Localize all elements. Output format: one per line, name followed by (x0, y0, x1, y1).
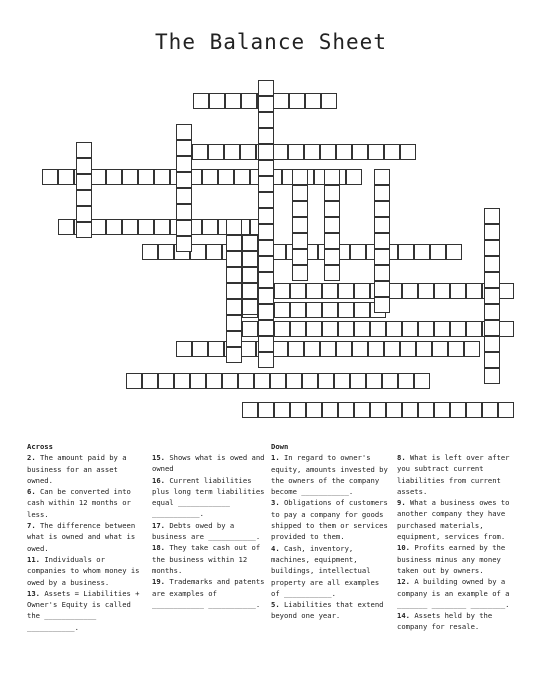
across-clues-col-2 (152, 452, 270, 610)
grid-cell[interactable] (258, 112, 274, 128)
grid-cell[interactable] (336, 144, 352, 160)
clue-item (397, 610, 515, 633)
grid-cell[interactable] (450, 321, 466, 337)
grid-cell[interactable] (338, 283, 354, 299)
grid-cell[interactable] (292, 233, 308, 249)
grid-cell[interactable] (484, 368, 500, 384)
grid-cell[interactable] (322, 283, 338, 299)
grid-cell[interactable] (484, 208, 500, 224)
grid-cell[interactable] (258, 256, 274, 272)
grid-cell[interactable] (138, 219, 154, 235)
clue-text: Debts owed by a business are ___________. (152, 520, 261, 542)
grid-cell[interactable] (274, 283, 290, 299)
grid-cell[interactable] (306, 283, 322, 299)
grid-cell[interactable] (273, 93, 289, 109)
grid-cell[interactable] (226, 283, 242, 299)
grid-cell[interactable] (288, 341, 304, 357)
grid-cell[interactable] (106, 169, 122, 185)
grid-cell[interactable] (242, 321, 258, 337)
grid-cell[interactable] (354, 321, 370, 337)
clue-item (271, 497, 391, 542)
grid-cell[interactable] (320, 341, 336, 357)
grid-cell[interactable] (382, 373, 398, 389)
grid-cell[interactable] (318, 373, 334, 389)
clue-item (152, 452, 270, 475)
grid-cell[interactable] (430, 244, 446, 260)
grid-cell[interactable] (482, 402, 498, 418)
grid-cell[interactable] (240, 144, 256, 160)
grid-cell[interactable] (450, 402, 466, 418)
grid-cell[interactable] (76, 158, 92, 174)
grid-cell[interactable] (226, 299, 242, 315)
grid-cell[interactable] (322, 321, 338, 337)
grid-cell[interactable] (176, 220, 192, 236)
grid-cell[interactable] (202, 169, 218, 185)
clue-item (27, 520, 145, 554)
grid-cell[interactable] (304, 144, 320, 160)
grid-cell[interactable] (106, 219, 122, 235)
grid-cell[interactable] (386, 402, 402, 418)
across-header: Across (27, 442, 53, 451)
grid-cell[interactable] (386, 321, 402, 337)
grid-cell[interactable] (432, 341, 448, 357)
grid-cell[interactable] (498, 402, 514, 418)
clue-text: The amount paid by a business for an asset owned. (27, 453, 127, 485)
grid-cell[interactable] (418, 402, 434, 418)
grid-cell[interactable] (122, 219, 138, 235)
across-clues-col-1 (27, 441, 145, 633)
clue-number: 18. (152, 543, 170, 553)
clue-text: A building owned by a company is an example of a _______ ________ ________. (397, 577, 510, 609)
grid-cell[interactable] (400, 341, 416, 357)
grid-cell[interactable] (292, 201, 308, 217)
grid-cell[interactable] (126, 373, 142, 389)
grid-cell[interactable] (176, 140, 192, 156)
grid-cell[interactable] (466, 283, 482, 299)
grid-cell[interactable] (414, 244, 430, 260)
grid-cell[interactable] (176, 204, 192, 220)
grid-cell[interactable] (484, 304, 500, 320)
grid-cell[interactable] (374, 233, 390, 249)
grid-cell[interactable] (292, 217, 308, 233)
grid-cell[interactable] (450, 283, 466, 299)
grid-cell[interactable] (274, 321, 290, 337)
grid-cell[interactable] (306, 402, 322, 418)
grid-cell[interactable] (398, 373, 414, 389)
grid-cell[interactable] (254, 373, 270, 389)
grid-cell[interactable] (384, 144, 400, 160)
clue-text: Liabilities that extend beyond one year. (271, 600, 384, 621)
grid-cell[interactable] (190, 373, 206, 389)
grid-cell[interactable] (322, 302, 338, 318)
grid-cell[interactable] (176, 188, 192, 204)
grid-cell[interactable] (258, 352, 274, 368)
grid-cell[interactable] (374, 281, 390, 297)
grid-cell[interactable] (305, 93, 321, 109)
clue-item (397, 497, 515, 542)
down-header: Down (271, 442, 289, 451)
clue-item (271, 543, 391, 599)
grid-cell[interactable] (292, 169, 308, 185)
grid-cell[interactable] (238, 373, 254, 389)
clue-number: 5. (271, 600, 284, 610)
grid-cell[interactable] (290, 283, 306, 299)
grid-cell[interactable] (241, 93, 257, 109)
grid-cell[interactable] (258, 240, 274, 256)
clue-number: 8. (397, 453, 410, 462)
grid-cell[interactable] (398, 244, 414, 260)
grid-cell[interactable] (76, 174, 92, 190)
down-list-2 (397, 452, 515, 633)
grid-cell[interactable] (338, 302, 354, 318)
grid-cell[interactable] (466, 402, 482, 418)
clue-number: 16. (152, 475, 170, 485)
grid-cell[interactable] (354, 283, 370, 299)
grid-cell[interactable] (400, 144, 416, 160)
grid-cell[interactable] (202, 219, 218, 235)
grid-cell[interactable] (226, 347, 242, 363)
grid-cell[interactable] (354, 302, 370, 318)
grid-cell[interactable] (402, 321, 418, 337)
grid-cell[interactable] (302, 373, 318, 389)
clue-number: 7. (27, 521, 40, 531)
grid-cell[interactable] (289, 93, 305, 109)
grid-cell[interactable] (272, 144, 288, 160)
grid-cell[interactable] (138, 169, 154, 185)
grid-cell[interactable] (418, 283, 434, 299)
grid-cell[interactable] (208, 341, 224, 357)
grid-cell[interactable] (466, 321, 482, 337)
clue-text: Can be converted into cash within 12 months or less. (27, 487, 131, 519)
grid-cell[interactable] (240, 341, 256, 357)
grid-cell[interactable] (324, 233, 340, 249)
clue-number: 19. (152, 577, 170, 587)
grid-cell[interactable] (258, 176, 274, 192)
grid-cell[interactable] (304, 341, 320, 357)
grid-cell[interactable] (374, 265, 390, 281)
clue-item (152, 475, 270, 520)
grid-cell[interactable] (290, 302, 306, 318)
grid-cell[interactable] (434, 321, 450, 337)
grid-cell[interactable] (484, 288, 500, 304)
clue-item (27, 486, 145, 520)
grid-cell[interactable] (242, 283, 258, 299)
grid-cell[interactable] (258, 224, 274, 240)
grid-cell[interactable] (290, 321, 306, 337)
grid-cell[interactable] (158, 373, 174, 389)
grid-cell[interactable] (222, 373, 238, 389)
grid-cell[interactable] (206, 373, 222, 389)
clue-number: 15. (152, 453, 170, 462)
grid-cell[interactable] (270, 373, 286, 389)
grid-cell[interactable] (384, 341, 400, 357)
grid-cell[interactable] (290, 402, 306, 418)
grid-cell[interactable] (76, 222, 92, 238)
grid-cell[interactable] (374, 169, 390, 185)
grid-cell[interactable] (324, 249, 340, 265)
grid-cell[interactable] (292, 249, 308, 265)
puzzle-title: The Balance Sheet (155, 30, 387, 54)
grid-cell[interactable] (226, 267, 242, 283)
clue-item (397, 452, 515, 497)
grid-cell[interactable] (209, 93, 225, 109)
grid-cell[interactable] (292, 265, 308, 281)
grid-cell[interactable] (368, 341, 384, 357)
grid-cell[interactable] (446, 244, 462, 260)
clue-text: Shows what is owed and owned (152, 453, 265, 474)
grid-cell[interactable] (324, 169, 340, 185)
grid-cell[interactable] (484, 336, 500, 352)
grid-cell[interactable] (336, 341, 352, 357)
grid-cell[interactable] (192, 144, 208, 160)
grid-cell[interactable] (258, 272, 274, 288)
grid-cell[interactable] (242, 235, 258, 251)
grid-cell[interactable] (258, 208, 274, 224)
grid-cell[interactable] (334, 373, 350, 389)
grid-cell[interactable] (258, 288, 274, 304)
grid-cell[interactable] (374, 217, 390, 233)
grid-cell[interactable] (324, 265, 340, 281)
clue-item (271, 599, 391, 622)
grid-cell[interactable] (288, 144, 304, 160)
grid-cell[interactable] (274, 302, 290, 318)
grid-cell[interactable] (90, 219, 106, 235)
grid-cell[interactable] (258, 144, 274, 160)
grid-cell[interactable] (274, 402, 290, 418)
clue-text: Cash, inventory, machines, equipment, buildings, intellectual property are all examples of ___________. (271, 543, 380, 598)
grid-cell[interactable] (484, 224, 500, 240)
grid-cell[interactable] (258, 192, 274, 208)
grid-cell[interactable] (321, 93, 337, 109)
grid-cell[interactable] (226, 219, 242, 235)
grid-cell[interactable] (448, 341, 464, 357)
down-clues-col-1 (271, 441, 391, 622)
grid-cell[interactable] (176, 172, 192, 188)
grid-cell[interactable] (142, 373, 158, 389)
grid-cell[interactable] (370, 402, 386, 418)
grid-cell[interactable] (498, 321, 514, 337)
grid-cell[interactable] (324, 185, 340, 201)
clue-text: What is left over after you subtract current liabilities from current assets. (397, 453, 510, 496)
clue-number: 11. (27, 554, 45, 564)
grid-cell[interactable] (352, 144, 368, 160)
grid-cell[interactable] (208, 144, 224, 160)
clue-number: 9. (397, 498, 410, 508)
grid-cell[interactable] (122, 169, 138, 185)
clue-item (27, 554, 145, 588)
grid-cell[interactable] (306, 302, 322, 318)
grid-cell[interactable] (158, 244, 174, 260)
grid-cell[interactable] (498, 283, 514, 299)
grid-cell[interactable] (324, 217, 340, 233)
grid-cell[interactable] (484, 320, 500, 336)
grid-cell[interactable] (350, 373, 366, 389)
grid-cell[interactable] (258, 336, 274, 352)
grid-cell[interactable] (226, 315, 242, 331)
grid-cell[interactable] (322, 402, 338, 418)
grid-cell[interactable] (58, 219, 74, 235)
grid-cell[interactable] (76, 190, 92, 206)
grid-cell[interactable] (224, 144, 240, 160)
grid-cell[interactable] (338, 402, 354, 418)
grid-cell[interactable] (292, 185, 308, 201)
grid-cell[interactable] (286, 373, 302, 389)
clue-number: 10. (397, 543, 415, 553)
grid-cell[interactable] (176, 341, 192, 357)
clue-item (27, 452, 145, 486)
grid-cell[interactable] (346, 169, 362, 185)
grid-cell[interactable] (42, 169, 58, 185)
grid-cell[interactable] (176, 156, 192, 172)
clue-item (397, 576, 515, 610)
grid-cell[interactable] (258, 96, 274, 112)
grid-cell[interactable] (414, 373, 430, 389)
grid-cell[interactable] (368, 144, 384, 160)
grid-cell[interactable] (192, 341, 208, 357)
grid-cell[interactable] (154, 169, 170, 185)
grid-cell[interactable] (176, 124, 192, 140)
clue-number: 1. (271, 453, 284, 463)
clue-item (27, 588, 145, 633)
grid-cell[interactable] (174, 373, 190, 389)
grid-cell[interactable] (206, 244, 222, 260)
across-list-1 (27, 452, 145, 633)
clue-number: 14. (397, 611, 415, 621)
grid-cell[interactable] (176, 236, 192, 252)
clue-number: 6. (27, 487, 40, 497)
grid-cell[interactable] (484, 240, 500, 256)
clue-text: Current liabilities plus long term liabilities equal ____________ ___________. (152, 475, 265, 519)
grid-cell[interactable] (258, 304, 274, 320)
grid-cell[interactable] (402, 402, 418, 418)
grid-cell[interactable] (484, 272, 500, 288)
grid-cell[interactable] (354, 402, 370, 418)
grid-cell[interactable] (272, 341, 288, 357)
grid-cell[interactable] (350, 244, 366, 260)
grid-cell[interactable] (142, 244, 158, 260)
grid-cell[interactable] (306, 321, 322, 337)
clue-number: 12. (397, 577, 415, 587)
grid-cell[interactable] (320, 144, 336, 160)
grid-cell[interactable] (225, 93, 241, 109)
grid-cell[interactable] (338, 321, 354, 337)
grid-cell[interactable] (242, 402, 258, 418)
grid-cell[interactable] (418, 321, 434, 337)
across-list-2 (152, 452, 270, 610)
clue-item (152, 576, 270, 610)
grid-cell[interactable] (434, 402, 450, 418)
clue-text: Profits earned by the business minus any money taken out by owners. (397, 543, 506, 575)
clue-number: 4. (271, 543, 284, 553)
clue-item (152, 520, 270, 543)
grid-cell[interactable] (76, 142, 92, 158)
grid-cell[interactable] (154, 219, 170, 235)
grid-cell[interactable] (374, 185, 390, 201)
grid-cell[interactable] (242, 267, 258, 283)
grid-cell[interactable] (374, 297, 390, 313)
down-clues-col-2 (397, 452, 515, 633)
grid-cell[interactable] (434, 283, 450, 299)
clue-number: 2. (27, 453, 40, 463)
clue-text: Obligations of customers to pay a company for goods shipped to them or services provided to them. (271, 498, 388, 542)
grid-cell[interactable] (416, 341, 432, 357)
grid-cell[interactable] (242, 299, 258, 315)
grid-cell[interactable] (258, 160, 274, 176)
grid-cell[interactable] (374, 201, 390, 217)
grid-cell[interactable] (58, 169, 74, 185)
clue-number: 3. (271, 498, 284, 508)
grid-cell[interactable] (190, 244, 206, 260)
grid-cell[interactable] (374, 249, 390, 265)
grid-cell[interactable] (366, 373, 382, 389)
grid-cell[interactable] (193, 93, 209, 109)
clue-text: What a business owes to another company they have purchased materials, equipment, services from. (397, 498, 510, 542)
grid-cell[interactable] (226, 331, 242, 347)
clue-text: In regard to owner's equity, amounts invested by the owners of the company become ___________. (271, 453, 388, 497)
grid-cell[interactable] (370, 321, 386, 337)
grid-cell[interactable] (484, 256, 500, 272)
grid-cell[interactable] (464, 341, 480, 357)
grid-cell[interactable] (226, 235, 242, 251)
grid-cell[interactable] (234, 169, 250, 185)
grid-cell[interactable] (324, 201, 340, 217)
grid-cell[interactable] (258, 128, 274, 144)
grid-cell[interactable] (484, 352, 500, 368)
clue-text: Assets held by the company for resale. (397, 611, 493, 632)
clue-item (271, 452, 391, 497)
grid-cell[interactable] (402, 283, 418, 299)
grid-cell[interactable] (258, 402, 274, 418)
grid-cell[interactable] (90, 169, 106, 185)
grid-cell[interactable] (258, 320, 274, 336)
clue-text: They take cash out of the business within 12 months. (152, 543, 261, 575)
grid-cell[interactable] (258, 80, 274, 96)
clue-text: Assets = Liabilities + Owner's Equity is called the ____________ ___________. (27, 588, 140, 632)
grid-cell[interactable] (352, 341, 368, 357)
clue-number: 17. (152, 520, 170, 530)
grid-cell[interactable] (76, 206, 92, 222)
grid-cell[interactable] (218, 169, 234, 185)
grid-cell[interactable] (226, 251, 242, 267)
clue-text: Individuals or companies to whom money is owed by a business. (27, 554, 140, 587)
clue-item (152, 542, 270, 576)
clue-text: Trademarks and patents are examples of ____________ ___________. (152, 577, 265, 609)
clue-text: The difference between what is owned and what is owed. (27, 521, 136, 553)
clue-item (397, 542, 515, 576)
grid-cell[interactable] (242, 251, 258, 267)
down-list-1 (271, 452, 391, 621)
clue-number: 13. (27, 588, 45, 598)
